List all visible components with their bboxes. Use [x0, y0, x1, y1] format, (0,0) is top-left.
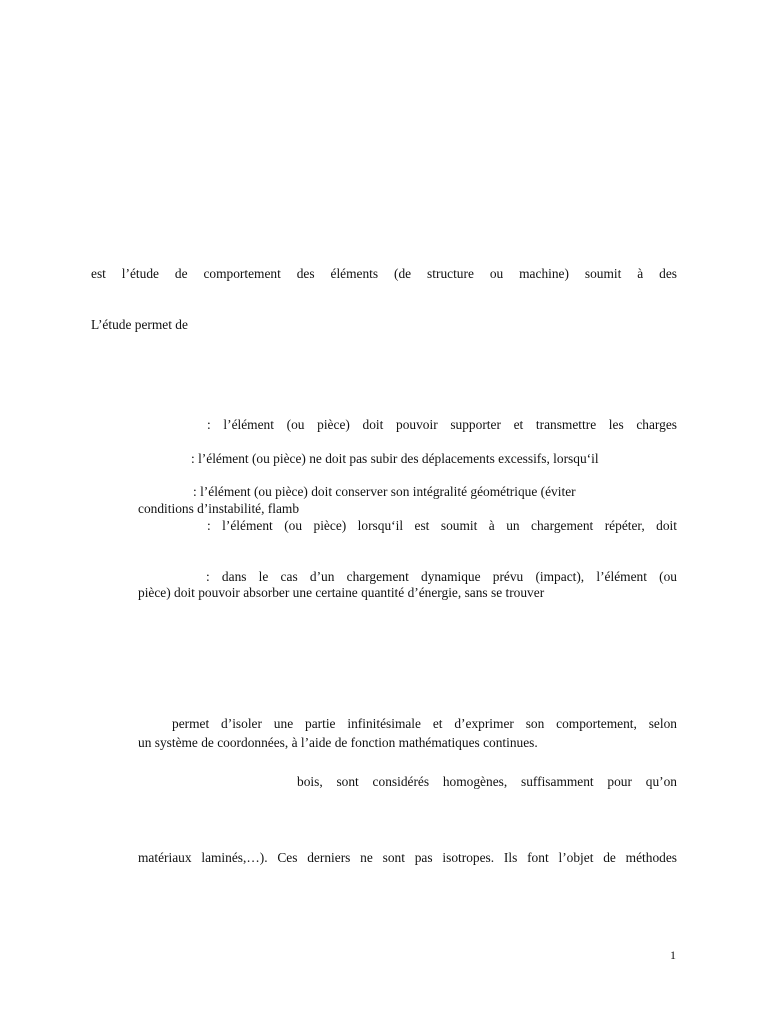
text-line-9: pièce) doit pouvoir absorber une certaine quantité d’énergie, sans se trouver: [138, 585, 545, 600]
text-line-8: : dans le cas d’un chargement dynamique prévu (impact), l’élément (ou: [206, 569, 677, 584]
text-line-1: est l’étude de comportement des éléments (de structure ou machine) soumit à des: [91, 266, 677, 281]
text-line-13: matériaux laminés,…). Ces derniers ne sont pas isotropes. Ils font l’objet de méthodes: [138, 850, 677, 865]
text-line-7: : l’élément (ou pièce) lorsqu‘il est soumit à un chargement répéter, doit: [207, 518, 677, 533]
text-line-10: permet d’isoler une partie infinitésimale et d’exprimer son comportement, selon: [172, 716, 677, 731]
text-line-6: conditions d’instabilité, flamb: [138, 501, 300, 516]
page-number: 1: [670, 948, 676, 962]
text-line-12: bois, sont considérés homogènes, suffisamment pour qu’on: [297, 774, 677, 789]
text-line-4: : l’élément (ou pièce) ne doit pas subir des déplacements excessifs, lorsqu‘il: [191, 451, 599, 466]
text-line-2: L’étude permet de: [91, 317, 188, 332]
text-line-3: : l’élément (ou pièce) doit pouvoir supporter et transmettre les charges: [207, 417, 677, 432]
text-line-5: : l’élément (ou pièce) doit conserver son intégralité géométrique (éviter: [193, 484, 576, 499]
text-line-11: un système de coordonnées, à l’aide de fonction mathématiques continues.: [138, 735, 538, 750]
